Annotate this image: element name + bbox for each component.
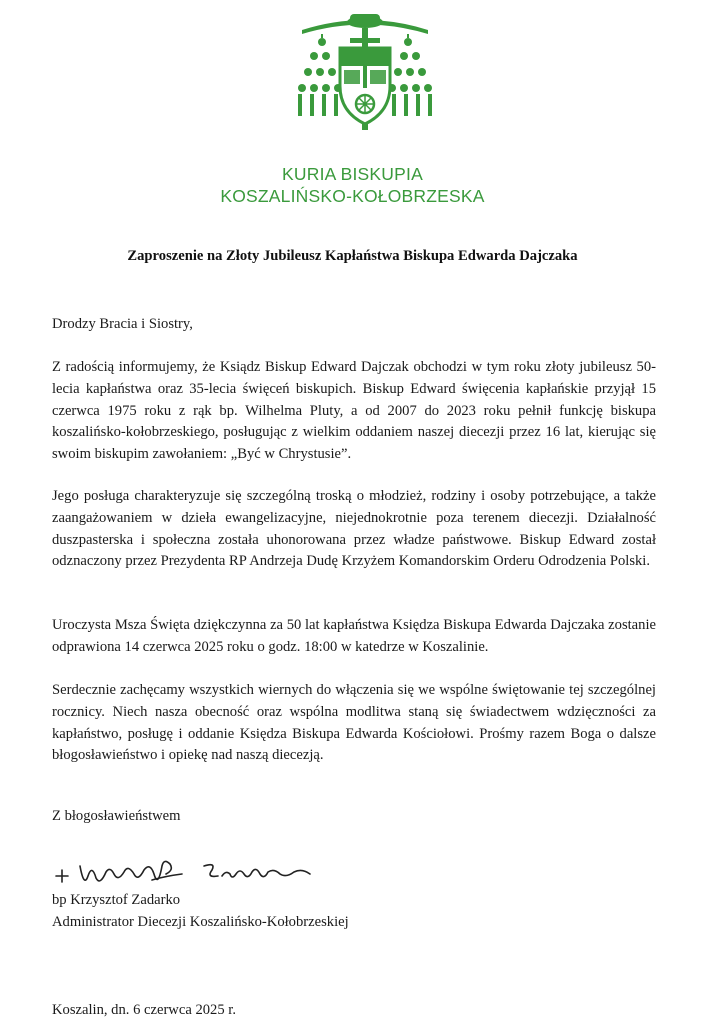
episcopal-coat-of-arms-icon	[292, 8, 438, 132]
place-and-date: Koszalin, dn. 6 czerwca 2025 r.	[52, 1002, 236, 1018]
signer-role: Administrator Diecezji Koszalińsko-Kołobrzeskiej	[52, 914, 349, 930]
closing-phrase: Z błogosławieństwem	[52, 808, 181, 824]
paragraph-3: Uroczysta Msza Święta dziękczynna za 50 lat kapłaństwa Księdza Biskupa Edwarda Dajczaka zostanie odprawiona 14 czerwca 2025 roku o godz. 18:00 w katedrze w Koszalinie.	[52, 617, 656, 655]
greeting: Drodzy Bracia i Siostry,	[52, 316, 193, 332]
handwritten-signature	[54, 852, 316, 892]
paragraph-2: Jego posługa charakteryzuje się szczególną troską o młodzież, rodziny i osoby potrzebujące, a także zaangażowaniem w dzieła ewangelizacyjne, niejednokrotnie poza terenem diecezji. Działalność duszpasterska i społeczna została uhonorowana przez władze państwowe. Biskup Edward został odznaczony przez Prezydenta RP Andrzeja Dudę Krzyżem Komandorskim Orderu Odrodzenia Polski.	[52, 488, 656, 570]
curia-name-line2: KOSZALIŃSKO-KOŁOBRZESKA	[220, 186, 485, 206]
curia-name-line1: KURIA BISKUPIA	[282, 164, 423, 184]
signer-name: bp Krzysztof Zadarko	[52, 892, 181, 908]
document-title: Zaproszenie na Złoty Jubileusz Kapłaństwa Biskupa Edwarda Dajczaka	[127, 248, 578, 264]
paragraph-1: Z radością informujemy, że Ksiądz Biskup Edward Dajczak obchodzi w tym roku złoty jubileusz 50-lecia kapłaństwa oraz 35-lecia święceń biskupich. Biskup Edward święcenia kapłańskie przyjął 15 czerwca 1975 roku z rąk bp. Wilhelma Pluty, a od 2007 do 2023 roku pełnił funkcję biskupa koszalińsko-kołobrzeskiego, posługując z wielkim oddaniem naszej diecezji przez 16 lat, kierując się swoim biskupim zawołaniem: „Być w Chrystusie”.	[52, 359, 656, 463]
paragraph-4: Serdecznie zachęcamy wszystkich wiernych do włączenia się we wspólne świętowanie tej szczególnej rocznicy. Niech nasza obecność oraz wspólna modlitwa staną się świadectwem wdzięczności za kapłaństwo, posługę i oddanie Księdza Biskupa Edwarda Kościołowi. Prośmy razem Boga o dalsze błogosławieństwo i opiekę nad naszą diecezją.	[52, 682, 656, 764]
